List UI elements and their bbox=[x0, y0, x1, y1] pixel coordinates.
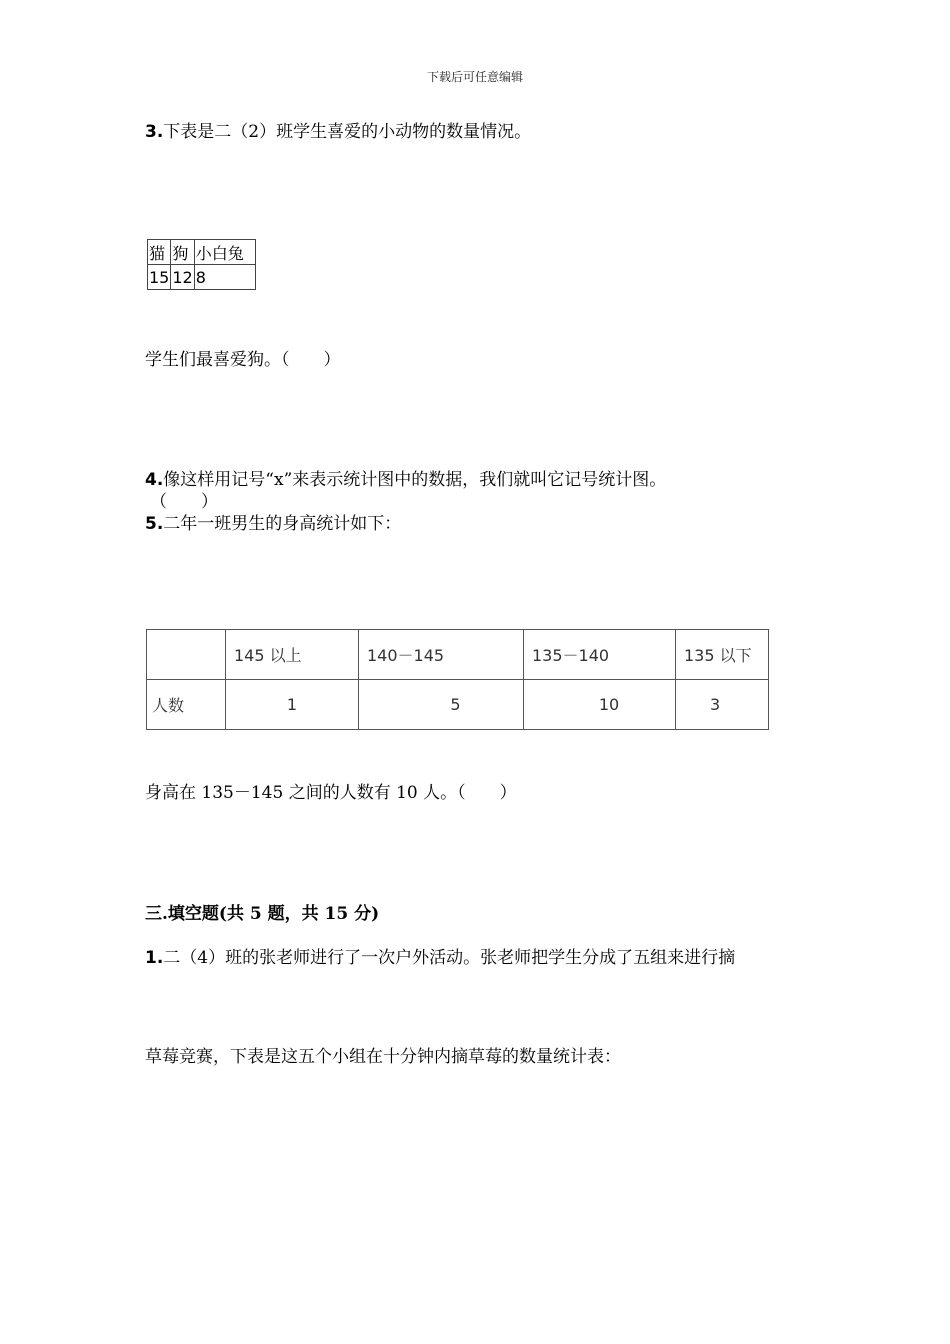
q5-statement: 身高在 135－145 之间的人数有 10 人。（ ） bbox=[145, 783, 517, 803]
section-title: 三.填空题(共 5 题，共 15 分) bbox=[145, 904, 380, 924]
table-header-cell: 140－145 bbox=[359, 630, 524, 680]
table-cell: 5 bbox=[359, 680, 524, 730]
question-3 bbox=[145, 117, 531, 142]
table-cell: 3 bbox=[676, 680, 769, 730]
table-cell: 10 bbox=[524, 680, 676, 730]
table-header-cell bbox=[147, 630, 226, 680]
table-header-cell: 小白兔 bbox=[194, 240, 255, 265]
table-row-label: 人数 bbox=[147, 680, 226, 730]
q4-answer-blank: （ ） bbox=[150, 492, 218, 512]
question-number: 3. bbox=[145, 122, 164, 142]
table-row bbox=[148, 265, 256, 290]
table-cell: 8 bbox=[194, 265, 255, 290]
question-number: 1. bbox=[145, 948, 164, 968]
q3-statement: 学生们最喜爱狗。（ ） bbox=[145, 350, 341, 370]
question-text-line-1: 二（4）班的张老师进行了一次户外活动。张老师把学生分成了五组来进行摘 bbox=[163, 948, 736, 968]
table-cell: 12 bbox=[171, 265, 194, 290]
table-row bbox=[147, 680, 769, 730]
table-header-cell: 145 以上 bbox=[226, 630, 359, 680]
question-text: 二年一班男生的身高统计如下： bbox=[163, 514, 402, 534]
table-row bbox=[147, 630, 769, 680]
pets-table bbox=[147, 239, 256, 290]
table-header-cell: 狗 bbox=[171, 240, 194, 265]
table-header-cell: 猫 bbox=[148, 240, 171, 265]
question-number: 4. bbox=[145, 470, 164, 490]
page-header: 下载后可任意编辑 bbox=[426, 70, 523, 84]
table-header-cell: 135－140 bbox=[524, 630, 676, 680]
question-text-line-2: 草莓竞赛，下表是这五个小组在十分钟内摘草莓的数量统计表： bbox=[145, 1047, 621, 1067]
section3-question-1 bbox=[145, 943, 735, 968]
question-5 bbox=[145, 509, 401, 534]
table-row bbox=[148, 240, 256, 265]
question-number: 5. bbox=[145, 514, 164, 534]
question-text: 下表是二（2）班学生喜爱的小动物的数量情况。 bbox=[163, 122, 532, 142]
table-cell: 15 bbox=[148, 265, 171, 290]
table-header-cell: 135 以下 bbox=[676, 630, 769, 680]
question-4 bbox=[145, 465, 666, 490]
height-table bbox=[146, 629, 769, 730]
table-cell: 1 bbox=[226, 680, 359, 730]
question-text: 像这样用记号“x”来表示统计图中的数据，我们就叫它记号统计图。 bbox=[163, 470, 667, 490]
